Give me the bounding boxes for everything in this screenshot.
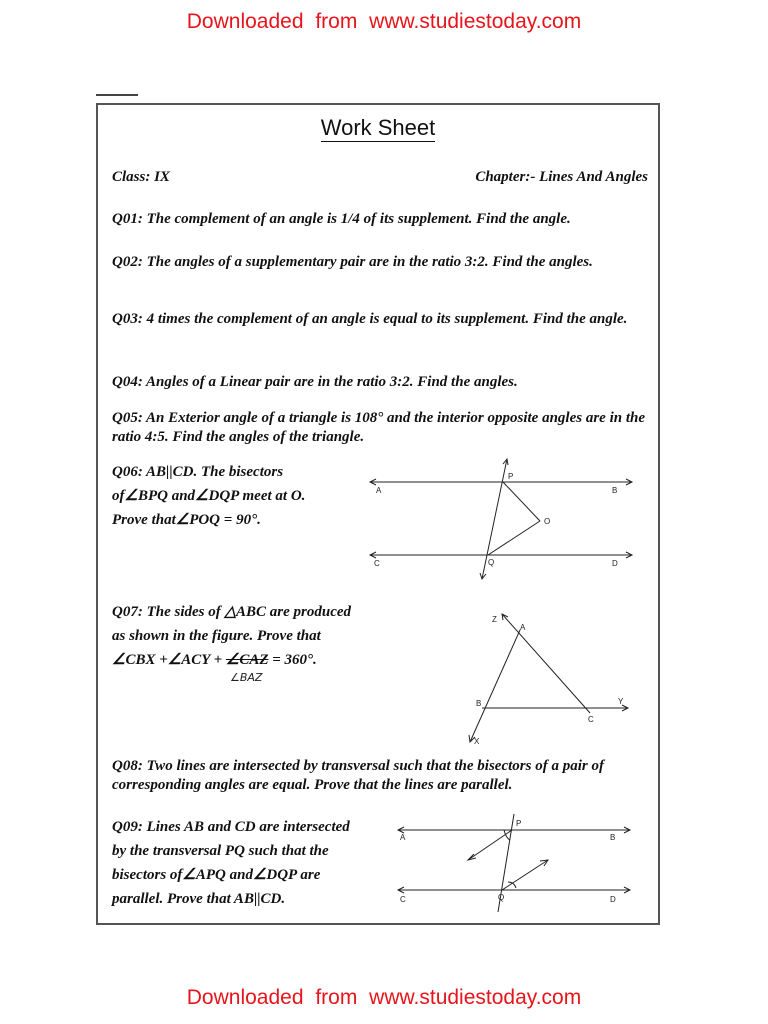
q07-handwritten-correction: ∠BAZ [230,671,263,684]
q07-line-2: as shown in the figure. Prove that [112,628,321,644]
download-banner-top[interactable]: Downloaded from www.studiestoday.com [186,10,582,33]
question-q03: Q03: 4 times the complement of an angle is equal to its supplement. Find the angle. [112,311,628,327]
fig6-label-b: B [612,486,618,495]
figure-q07 [458,600,638,750]
fig6-label-c: C [374,559,380,568]
fig7-label-x: X [474,737,480,746]
worksheet-title [98,115,658,141]
fig9-label-c: C [400,895,406,904]
q07-line-3 [112,648,402,672]
question-q09 [112,815,382,911]
figure-q09 [392,810,642,920]
fig7-label-a: A [520,623,526,632]
question-q04: Q04: Angles of a Linear pair are in the ratio 3:2. Find the angles. [112,374,518,390]
fig9-label-b: B [610,833,616,842]
bisector-qo [488,521,540,555]
q07-struck-angle: ∠CAZ [225,652,269,668]
class-label: Class: IX [112,169,170,185]
fig7-label-y: Y [618,697,624,706]
q06-line-1: Q06: AB||CD. The bisectors [112,464,284,480]
fig6-label-o: O [544,517,551,526]
q09-line-1: Q09: Lines AB and CD are intersected [112,819,350,835]
question-q05: Q05: An Exterior angle of a triangle is 108° and the interior opposite angles are in the ratio 4:5. Find the angles of the triangle. [112,410,645,445]
q07-line-3-start: ∠CBX +∠ACY + [112,652,226,668]
worksheet-page [96,103,660,925]
side-zc [502,614,590,713]
question-q08: Q08: Two lines are intersected by transversal such that the bisectors of a pair of corresponding angles are equal. Prove that the lines are parallel. [112,758,604,793]
fig9-label-p: P [516,819,522,828]
fig6-label-q: Q [488,558,495,567]
question-q06 [112,460,342,532]
question-q02: Q02: The angles of a supplementary pair are in the ratio 3:2. Find the angles. [112,254,593,270]
download-banner-bottom[interactable]: Downloaded from www.studiestoday.com [186,986,582,1009]
bisector-dqp [502,860,548,890]
q07-line-3-end: = 360°. [268,652,317,668]
bisector-po [503,482,540,521]
q09-line-3: bisectors of∠APQ and∠DQP are [112,867,321,883]
q09-line-2: by the transversal PQ such that the [112,843,329,859]
fig6-label-p: P [508,472,514,481]
fig7-label-c: C [588,715,594,724]
chapter-label: Chapter:- Lines And Angles [475,169,648,185]
fig7-label-b: B [476,699,482,708]
q07-line-1: Q07: The sides of △ABC are produced [112,604,352,620]
transversal-pq [482,459,507,579]
worksheet-title-text: Work Sheet [320,115,436,140]
fig7-label-z: Z [492,615,497,624]
figure-q06 [360,455,640,585]
fig9-label-d: D [610,895,616,904]
fig6-label-a: A [376,486,382,495]
question-q01: Q01: The complement of an angle is 1/4 of its supplement. Find the angle. [112,211,571,227]
q06-line-2: of∠BPQ and∠DQP meet at O. [112,488,306,504]
fig9-label-q: Q [498,893,505,902]
side-ax [470,630,520,742]
q06-line-3: Prove that∠POQ = 90°. [112,512,261,528]
fig9-label-a: A [400,833,406,842]
question-q07 [112,600,402,672]
scan-mark [96,94,138,96]
q09-line-4: parallel. Prove that AB||CD. [112,891,286,907]
fig6-label-d: D [612,559,618,568]
